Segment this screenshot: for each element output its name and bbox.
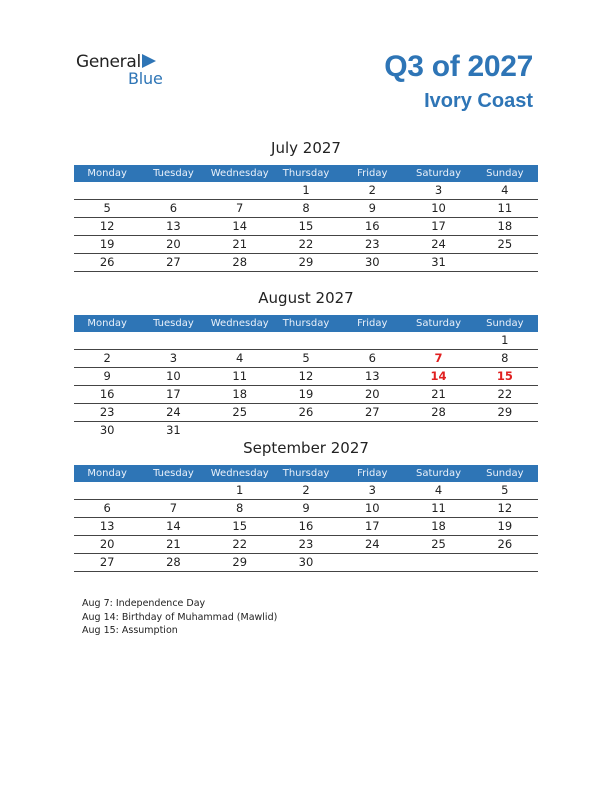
weekday-label: Wednesday <box>210 168 269 179</box>
week-row <box>74 536 538 554</box>
week-row <box>74 332 538 350</box>
day-cell: 8 <box>236 501 244 515</box>
day-cell: 18 <box>497 219 513 233</box>
empty-day-cell <box>472 254 538 271</box>
day-cell: 11 <box>232 369 248 383</box>
day-cell: 26 <box>497 537 513 551</box>
day-cell: 22 <box>298 237 314 251</box>
day-cell: 4 <box>501 183 509 197</box>
day-cell: 16 <box>364 219 380 233</box>
page-title: Q3 of 2027 <box>384 50 533 83</box>
day-cell: 28 <box>166 555 181 569</box>
empty-day-cell <box>140 182 206 199</box>
weekday-label: Thursday <box>282 468 330 479</box>
day-cell: 6 <box>103 501 111 515</box>
month-name: September 2027 <box>243 439 369 457</box>
holiday-note: Aug 15: Assumption <box>82 625 178 636</box>
day-cell: 2 <box>302 483 310 497</box>
day-cell: 2 <box>368 183 376 197</box>
empty-day-cell <box>74 482 140 499</box>
weekday-label: Monday <box>87 468 127 479</box>
month-name: August 2027 <box>258 289 354 307</box>
weekday-label: Friday <box>357 468 388 479</box>
weekday-label: Tuesday <box>153 168 194 179</box>
empty-day-cell <box>405 554 471 571</box>
day-cell: 6 <box>169 201 178 215</box>
day-cell: 12 <box>99 219 115 233</box>
brand-logo <box>76 52 176 88</box>
day-cell: 23 <box>364 237 380 251</box>
day-cell: 11 <box>497 201 513 215</box>
empty-day-cell <box>273 332 339 349</box>
weekday-label: Tuesday <box>153 318 194 329</box>
day-cell: 23 <box>298 537 314 551</box>
weekday-header <box>74 315 538 332</box>
day-cell: 10 <box>364 501 380 515</box>
day-cell: 4 <box>434 483 443 497</box>
empty-day-cell <box>339 554 405 571</box>
empty-day-cell <box>405 332 471 349</box>
logo-text-blue: Blue <box>128 69 163 88</box>
weekday-label: Wednesday <box>210 468 269 479</box>
day-cell: 21 <box>166 537 181 551</box>
month-name: July 2027 <box>271 139 341 157</box>
day-cell: 10 <box>431 201 446 215</box>
day-cell: 8 <box>302 201 310 215</box>
holiday-note: Aug 7: Independence Day <box>82 598 206 609</box>
day-cell: 14 <box>430 369 447 383</box>
day-cell: 5 <box>302 351 310 365</box>
day-cell: 15 <box>496 369 513 383</box>
day-cell: 7 <box>434 351 443 365</box>
weekday-header <box>74 165 538 182</box>
logo-triangle-icon <box>142 54 156 68</box>
day-cell: 1 <box>236 483 244 497</box>
weekday-label: Saturday <box>416 318 462 329</box>
month-september <box>74 437 538 572</box>
weekday-label: Friday <box>357 318 388 329</box>
day-cell: 13 <box>364 369 380 383</box>
day-cell: 5 <box>103 201 111 215</box>
day-cell: 14 <box>232 219 248 233</box>
day-cell: 29 <box>232 555 248 569</box>
day-cell: 29 <box>497 405 513 419</box>
weekday-label: Saturday <box>416 468 462 479</box>
day-cell: 20 <box>166 237 181 251</box>
weekday-label: Thursday <box>282 168 330 179</box>
day-cell: 7 <box>169 501 178 515</box>
weekday-label: Sunday <box>486 168 524 179</box>
weekday-header <box>74 465 538 482</box>
day-cell: 11 <box>431 501 446 515</box>
day-cell: 27 <box>99 555 115 569</box>
day-cell: 1 <box>501 333 509 347</box>
day-cell: 30 <box>364 255 380 269</box>
week-row <box>74 386 538 404</box>
day-cell: 26 <box>298 405 314 419</box>
day-cell: 28 <box>232 255 248 269</box>
week-row <box>74 518 538 536</box>
logo-text-general: General <box>76 52 141 72</box>
day-cell: 20 <box>364 387 380 401</box>
weekday-label: Friday <box>357 168 388 179</box>
weekday-label: Thursday <box>282 318 330 329</box>
empty-day-cell <box>74 182 140 199</box>
day-cell: 25 <box>431 537 446 551</box>
day-cell: 3 <box>368 483 376 497</box>
weekday-label: Monday <box>87 318 127 329</box>
month-july <box>74 137 538 272</box>
day-cell: 18 <box>431 519 446 533</box>
day-cell: 31 <box>431 255 446 269</box>
day-cell: 20 <box>99 537 115 551</box>
day-cell: 30 <box>99 423 115 437</box>
empty-day-cell <box>472 554 538 571</box>
day-cell: 16 <box>99 387 115 401</box>
week-row <box>74 482 538 500</box>
empty-day-cell <box>339 332 405 349</box>
day-cell: 22 <box>497 387 513 401</box>
day-cell: 24 <box>166 405 181 419</box>
day-cell: 6 <box>368 351 376 365</box>
empty-day-cell <box>207 182 273 199</box>
day-cell: 9 <box>368 201 376 215</box>
day-cell: 3 <box>169 351 178 365</box>
empty-day-cell <box>74 332 140 349</box>
day-cell: 12 <box>497 501 513 515</box>
month-august <box>74 287 538 439</box>
day-cell: 15 <box>298 219 314 233</box>
weekday-label: Saturday <box>416 168 462 179</box>
day-cell: 25 <box>497 237 513 251</box>
day-cell: 24 <box>364 537 380 551</box>
weekday-label: Monday <box>87 168 127 179</box>
day-cell: 15 <box>232 519 248 533</box>
day-cell: 17 <box>431 219 446 233</box>
day-cell: 12 <box>298 369 314 383</box>
day-cell: 27 <box>364 405 380 419</box>
day-cell: 25 <box>232 405 248 419</box>
week-row <box>74 554 538 572</box>
day-cell: 5 <box>501 483 509 497</box>
weekday-label: Sunday <box>486 318 524 329</box>
weekday-label: Sunday <box>486 468 524 479</box>
day-cell: 16 <box>298 519 314 533</box>
day-cell: 4 <box>236 351 244 365</box>
week-row <box>74 254 538 272</box>
day-cell: 30 <box>298 555 314 569</box>
day-cell: 22 <box>232 537 248 551</box>
day-cell: 8 <box>501 351 509 365</box>
day-cell: 17 <box>364 519 380 533</box>
day-cell: 24 <box>431 237 446 251</box>
day-cell: 27 <box>166 255 181 269</box>
day-cell: 21 <box>431 387 446 401</box>
page-subtitle: Ivory Coast <box>424 90 533 112</box>
day-cell: 3 <box>434 183 443 197</box>
day-cell: 10 <box>166 369 181 383</box>
week-row <box>74 404 538 422</box>
week-row <box>74 236 538 254</box>
empty-day-cell <box>140 482 206 499</box>
day-cell: 19 <box>497 519 513 533</box>
day-cell: 17 <box>166 387 181 401</box>
day-cell: 26 <box>99 255 115 269</box>
week-row <box>74 218 538 236</box>
day-cell: 23 <box>99 405 115 419</box>
holiday-notes <box>82 597 277 638</box>
day-cell: 19 <box>99 237 115 251</box>
day-cell: 13 <box>99 519 115 533</box>
day-cell: 19 <box>298 387 314 401</box>
day-cell: 21 <box>232 237 248 251</box>
week-row <box>74 200 538 218</box>
week-row <box>74 500 538 518</box>
day-cell: 7 <box>236 201 244 215</box>
weekday-label: Wednesday <box>210 318 269 329</box>
day-cell: 2 <box>103 351 111 365</box>
empty-day-cell <box>140 332 206 349</box>
day-cell: 14 <box>166 519 181 533</box>
day-cell: 18 <box>232 387 248 401</box>
week-row <box>74 182 538 200</box>
holiday-note: Aug 14: Birthday of Muhammad (Mawlid) <box>82 611 278 623</box>
weekday-label: Tuesday <box>153 468 194 479</box>
week-row <box>74 368 538 386</box>
day-cell: 28 <box>431 405 446 419</box>
week-row <box>74 350 538 368</box>
empty-day-cell <box>207 332 273 349</box>
day-cell: 29 <box>298 255 314 269</box>
day-cell: 9 <box>103 369 111 383</box>
day-cell: 9 <box>302 501 310 515</box>
day-cell: 31 <box>166 423 181 437</box>
day-cell: 13 <box>166 219 181 233</box>
day-cell: 1 <box>302 183 310 197</box>
